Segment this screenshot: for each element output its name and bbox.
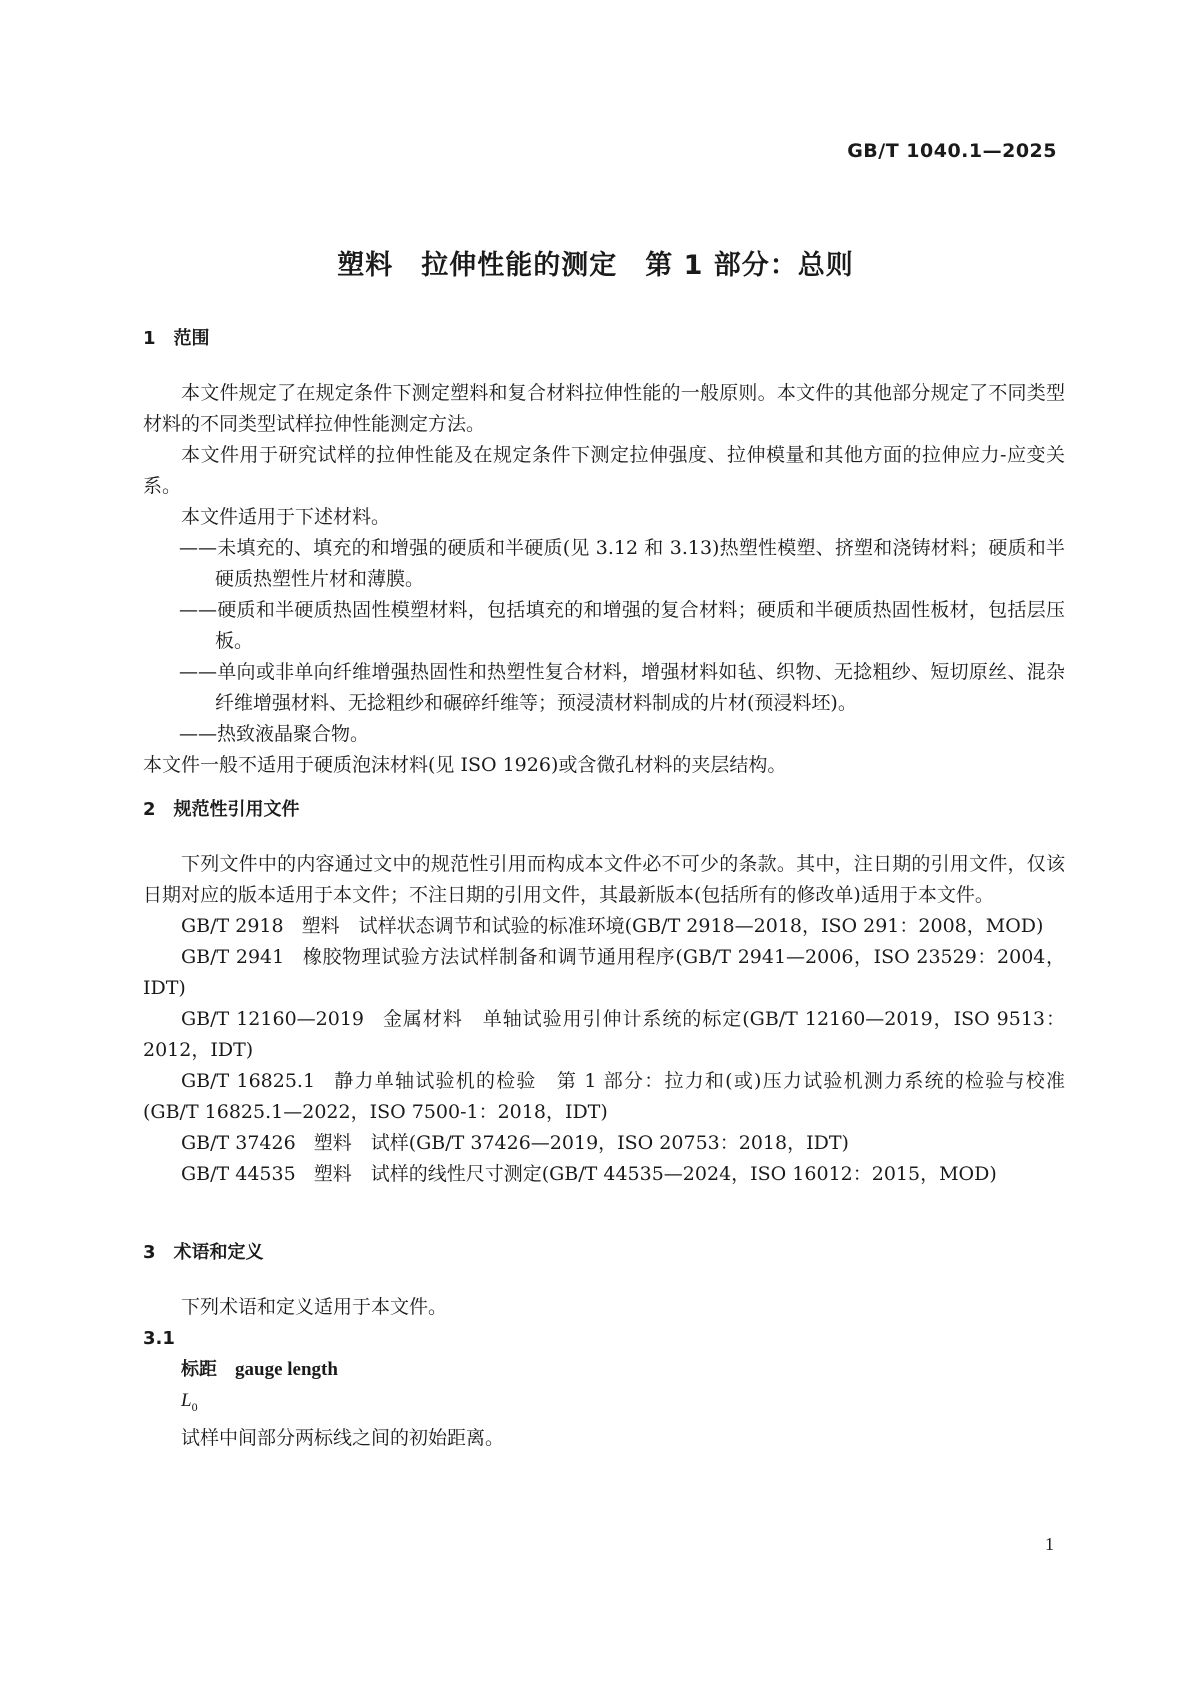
terms-intro: 下列术语和定义适用于本文件。 — [181, 1296, 448, 1318]
reference-code: GB/T 12160—2019 — [181, 1008, 365, 1030]
term-definition: 试样中间部分两标线之间的初始距离。 — [181, 1426, 505, 1449]
scope-paragraph-2: 本文件用于研究试样的拉伸性能及在规定条件下测定拉伸强度、拉伸模量和其他方面的拉伸应力-应变关系。 — [143, 444, 1065, 497]
reference-title: 橡胶物理试验方法试样制备和调节通用程序(GB/T 2941—2006，ISO 23529：2004，IDT) — [143, 946, 1065, 999]
scope-list-item: ——单向或非单向纤维增强热固性和热塑性复合材料，增强材料如毡、织物、无捻粗纱、短切原丝、混杂纤维增强材料、无捻粗纱和碾碎纤维等；预浸渍材料制成的片材(预浸料坯)。 — [179, 661, 1065, 714]
reference-entry — [143, 1159, 1065, 1190]
scope-paragraph-4: 本文件一般不适用于硬质泡沫材料(见 ISO 1926)或含微孔材料的夹层结构。 — [143, 754, 787, 776]
scope-body — [143, 378, 1065, 781]
reference-title: 金属材料 单轴试验用引伸计系统的标定(GB/T 12160—2019，ISO 9513：2012，IDT) — [143, 1008, 1065, 1061]
reference-title: 塑料 试样的线性尺寸测定(GB/T 44535—2024，ISO 16012：2015，MOD) — [313, 1163, 997, 1185]
scope-list-item: ——热致液晶聚合物。 — [179, 723, 370, 745]
document-title: 塑料 拉伸性能的测定 第 1 部分：总则 — [337, 250, 854, 281]
clause-number: 3.1 — [143, 1328, 175, 1349]
reference-entry — [143, 1066, 1065, 1128]
term-symbol — [143, 1385, 1065, 1423]
scope-paragraph-1: 本文件规定了在规定条件下测定塑料和复合材料拉伸性能的一般原则。本文件的其他部分规定了不同类型材料的不同类型试样拉伸性能测定方法。 — [143, 382, 1065, 435]
reference-entry — [143, 1004, 1065, 1066]
reference-entry — [143, 942, 1065, 1004]
scope-list-item: ——硬质和半硬质热固性模塑材料，包括填充的和增强的复合材料；硬质和半硬质热固性板材，包括层压板。 — [179, 599, 1065, 652]
scope-paragraph-3: 本文件适用于下述材料。 — [181, 506, 391, 528]
section-heading-normative-references: 2 规范性引用文件 — [143, 799, 300, 820]
reference-entry — [143, 1128, 1065, 1159]
term-chinese: 标距 — [181, 1359, 217, 1380]
scope-list-item: ——未填充的、填充的和增强的硬质和半硬质(见 3.12 和 3.13)热塑性模塑、挤塑和浇铸材料；硬质和半硬质热塑性片材和薄膜。 — [179, 537, 1065, 590]
symbol-subscript: 0 — [191, 1399, 198, 1414]
standard-number: GB/T 1040.1—2025 — [847, 140, 1057, 162]
reference-entry — [143, 911, 1065, 942]
reference-code: GB/T 2918 — [181, 915, 284, 937]
reference-code: GB/T 37426 — [181, 1132, 296, 1154]
reference-code: GB/T 44535 — [181, 1163, 296, 1185]
page-number: 1 — [1045, 1534, 1054, 1554]
reference-code: GB/T 2941 — [181, 946, 285, 968]
terms-body — [143, 1292, 1065, 1454]
reference-code: GB/T 16825.1 — [181, 1070, 316, 1092]
section-heading-scope: 1 范围 — [143, 328, 210, 349]
reference-title: 塑料 试样状态调节和试验的标准环境(GB/T 2918—2018，ISO 291：2008，MOD) — [301, 915, 1044, 937]
symbol-main: L — [181, 1390, 192, 1411]
term-english: gauge length — [235, 1359, 338, 1380]
term-entry — [143, 1354, 1065, 1385]
section-heading-terms: 3 术语和定义 — [143, 1242, 264, 1263]
reference-title: 塑料 试样(GB/T 37426—2019，ISO 20753：2018，IDT) — [313, 1132, 849, 1154]
normative-references-intro: 下列文件中的内容通过文中的规范性引用而构成本文件必不可少的条款。其中，注日期的引用文件，仅该日期对应的版本适用于本文件；不注日期的引用文件，其最新版本(包括所有的修改单)适用于本文件。 — [143, 853, 1065, 906]
reference-title: 静力单轴试验机的检验 第 1 部分：拉力和(或)压力试验机测力系统的检验与校准(GB/T 16825.1—2022，ISO 7500-1：2018，IDT) — [143, 1070, 1065, 1123]
normative-references-body — [143, 849, 1065, 1190]
